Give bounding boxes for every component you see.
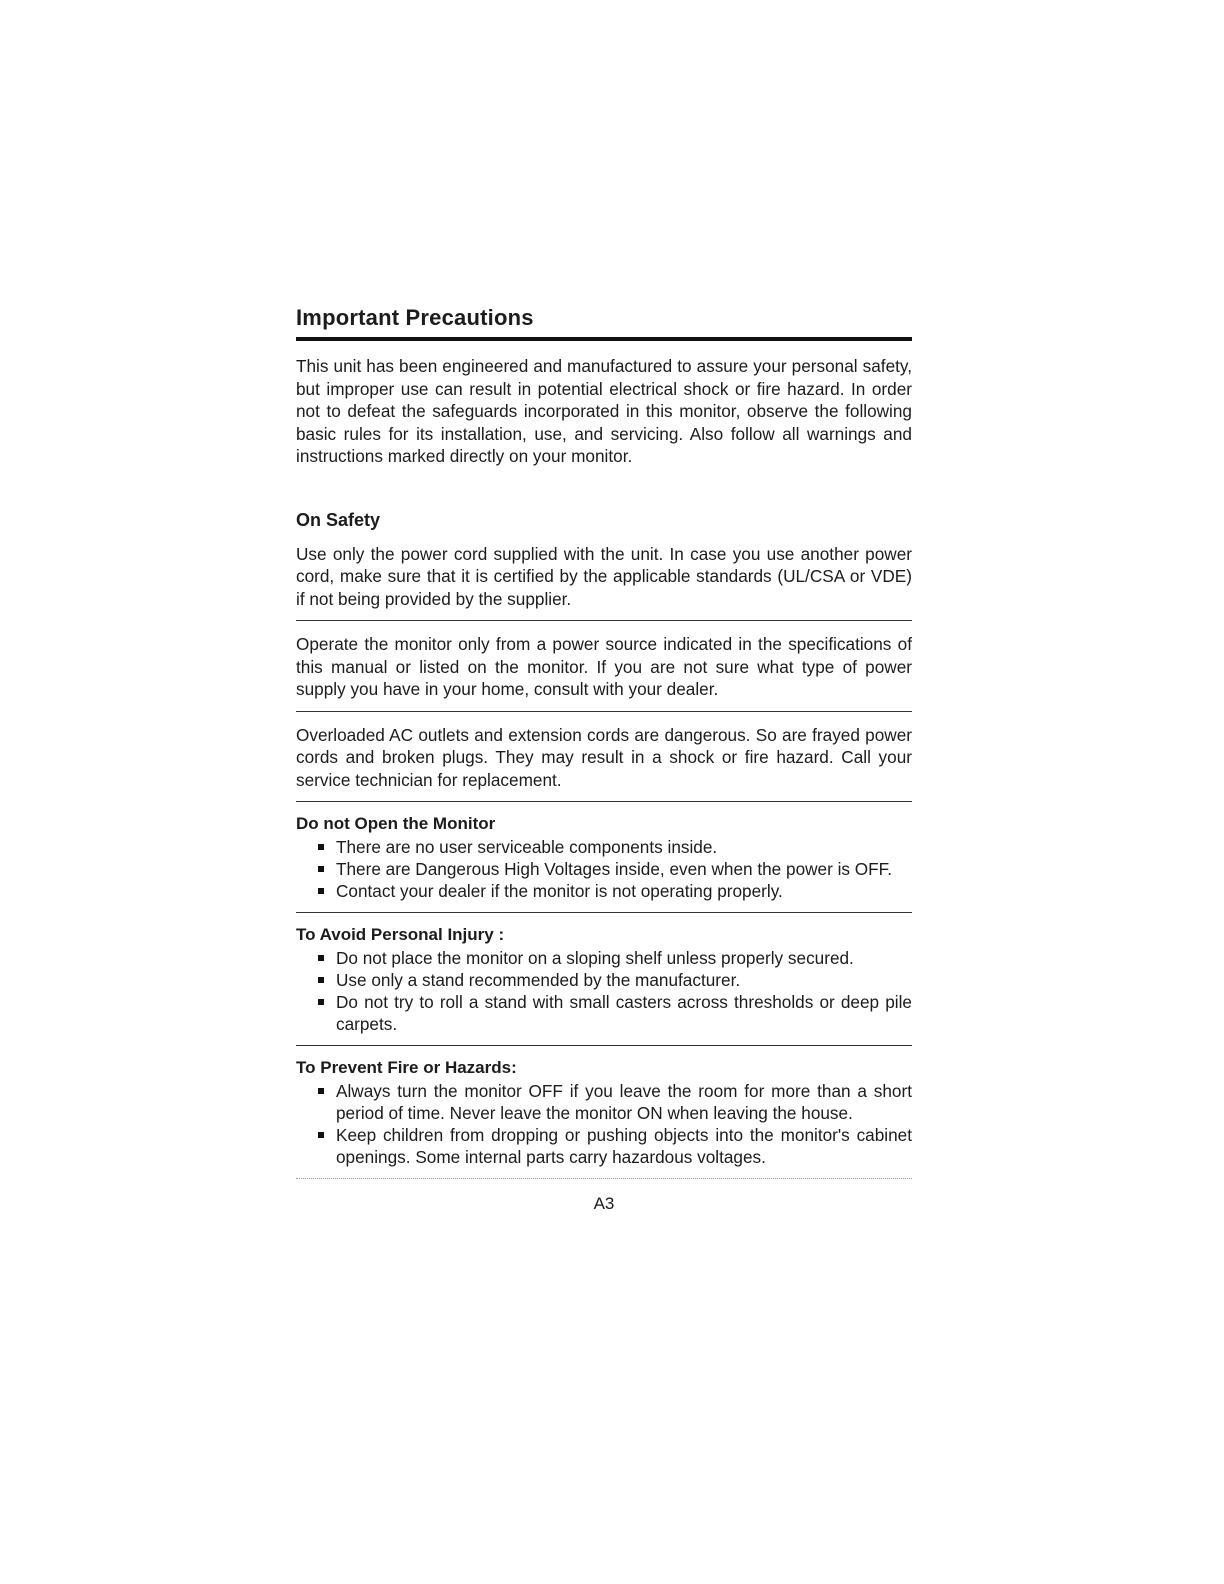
- avoid-injury-heading: To Avoid Personal Injury :: [296, 925, 505, 944]
- list-item-text: Contact your dealer if the monitor is not operating properly.: [336, 881, 783, 901]
- safety-paragraph-power-cord: Use only the power cord supplied with the unit. In case you use another power cord, make sure that it is certified by the applicable standards (UL/CSA or VDE) if not being provided by the supplier.: [296, 543, 912, 609]
- page-title: Important Precautions: [296, 305, 534, 330]
- list-item-text: Do not place the monitor on a sloping shelf unless properly secured.: [336, 948, 854, 968]
- section-divider: [296, 912, 912, 913]
- bullet-square-icon: [318, 955, 324, 961]
- section-divider: [296, 711, 912, 712]
- prevent-fire-heading: To Prevent Fire or Hazards:: [296, 1058, 517, 1077]
- page-number: A3: [593, 1194, 615, 1213]
- section-divider: [296, 620, 912, 621]
- list-item: [318, 836, 912, 858]
- avoid-injury-list: [296, 947, 912, 1035]
- do-not-open-list: [296, 836, 912, 902]
- list-item: [318, 947, 912, 969]
- intro-paragraph: This unit has been engineered and manufactured to assure your personal safety, but improper use can result in potential electrical shock or fire hazard. In order not to defeat the safeguards incorporated in this monitor, observe the following basic rules for its installation, use, and servicing. Also follow all warnings and instructions marked directly on your monitor.: [296, 356, 912, 466]
- bullet-square-icon: [318, 844, 324, 850]
- list-item-text: There are Dangerous High Voltages inside, even when the power is OFF.: [336, 859, 893, 879]
- bullet-square-icon: [318, 1132, 324, 1138]
- do-not-open-heading: Do not Open the Monitor: [296, 814, 496, 833]
- list-item: [318, 1124, 912, 1168]
- safety-paragraph-power-source: Operate the monitor only from a power source indicated in the specifications of this manual or listed on the monitor. If you are not sure what type of power supply you have in your home, consult with your dealer.: [296, 634, 912, 699]
- bullet-square-icon: [318, 888, 324, 894]
- list-item: [318, 991, 912, 1035]
- list-item-text: Use only a stand recommended by the manufacturer.: [336, 970, 741, 990]
- footer-divider: [296, 1178, 912, 1180]
- list-item: [318, 858, 912, 880]
- section-divider: [296, 1045, 912, 1046]
- list-item: [318, 1080, 912, 1124]
- document-page: [296, 305, 912, 1214]
- list-item-text: Always turn the monitor OFF if you leave the room for more than a short period of time. Never leave the monitor ON when leaving the house.: [336, 1081, 912, 1123]
- on-safety-heading: On Safety: [296, 509, 381, 530]
- bullet-square-icon: [318, 977, 324, 983]
- list-item-text: Do not try to roll a stand with small casters across thresholds or deep pile carpets.: [336, 992, 912, 1034]
- bullet-square-icon: [318, 866, 324, 872]
- prevent-fire-list: [296, 1080, 912, 1168]
- list-item: [318, 969, 912, 991]
- safety-paragraph-outlets: Overloaded AC outlets and extension cords are dangerous. So are frayed power cords and broken plugs. They may result in a shock or fire hazard. Call your service technician for replacement.: [296, 724, 912, 790]
- list-item: [318, 880, 912, 902]
- bullet-square-icon: [318, 1088, 324, 1094]
- section-divider: [296, 801, 912, 802]
- title-divider: [296, 337, 912, 341]
- list-item-text: There are no user serviceable components inside.: [336, 837, 718, 857]
- list-item-text: Keep children from dropping or pushing objects into the monitor's cabinet openings. Some internal parts carry hazardous voltages.: [336, 1125, 912, 1167]
- bullet-square-icon: [318, 999, 324, 1005]
